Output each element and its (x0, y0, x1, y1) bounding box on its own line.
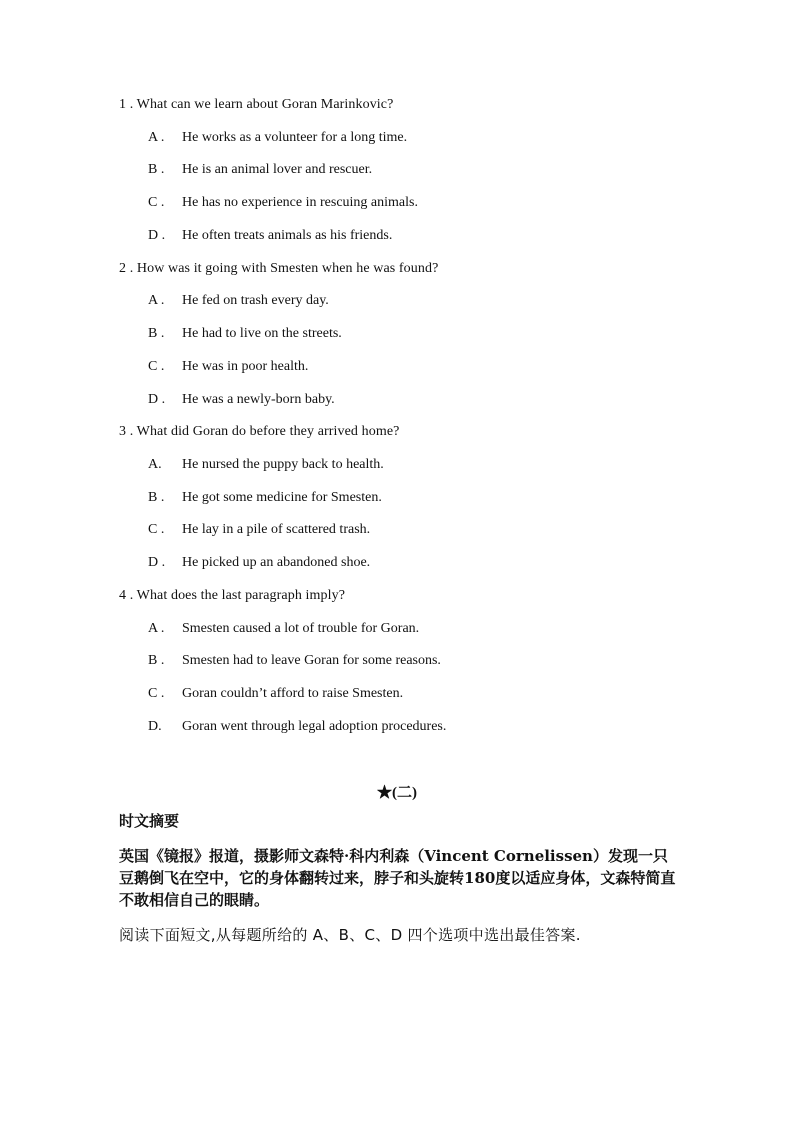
question-4-option-b (148, 653, 441, 669)
option-letter: C . (148, 359, 165, 374)
option-letter: D . (148, 555, 166, 570)
question-3-stem: 3 . What did Goran do before they arrived home? (119, 424, 400, 439)
option-letter: A . (148, 293, 165, 308)
question-1-option-a (148, 130, 407, 146)
option-letter: B . (148, 162, 165, 177)
option-text: He nursed the puppy back to health. (182, 457, 384, 472)
question-3-option-b (148, 490, 382, 506)
question-2-option-d (148, 392, 335, 408)
option-letter: B . (148, 653, 165, 668)
question-1-option-d (148, 228, 392, 244)
option-letter: A. (148, 457, 162, 472)
option-text: Smesten caused a lot of trouble for Goran. (182, 621, 420, 636)
option-text: He picked up an abandoned shoe. (182, 555, 371, 570)
option-text: He got some medicine for Smesten. (182, 490, 382, 505)
question-2-option-c (148, 359, 308, 375)
option-text: He was a newly-born baby. (182, 392, 335, 407)
option-letter: A . (148, 130, 165, 145)
option-text: Goran couldn’t afford to raise Smesten. (182, 686, 404, 701)
option-text: He works as a volunteer for a long time. (182, 130, 408, 145)
reading-instruction: 阅读下面短文,从每题所给的 A、B、C、D 四个选项中选出最佳答案. (119, 926, 581, 944)
news-summary: 英国《镜报》报道，摄影师文森特·科内利森（Vincent Cornelissen）发现一只豆鹅倒飞在空中，它的身体翻转过来，脖子和头旋转180度以适应身体，文森特简直不敢相信自己的眼睛。 (119, 847, 676, 909)
section-title: ★(二) (377, 785, 417, 801)
option-text: He fed on trash every day. (182, 293, 329, 308)
question-2-option-a (148, 293, 329, 309)
question-1-stem: 1 . What can we learn about Goran Marinkovic? (119, 97, 394, 112)
option-letter: B . (148, 490, 165, 505)
question-4-stem: 4 . What does the last paragraph imply? (119, 588, 346, 603)
question-2-stem: 2 . How was it going with Smesten when he was found? (119, 261, 439, 276)
question-3-option-c (148, 522, 370, 538)
question-1-option-c (148, 195, 418, 211)
option-text: Goran went through legal adoption procedures. (182, 719, 447, 734)
question-3-option-a (148, 457, 384, 473)
option-text: He has no experience in rescuing animals. (182, 195, 418, 210)
option-letter: D. (148, 719, 162, 734)
option-letter: A . (148, 621, 165, 636)
question-1-option-b (148, 162, 372, 178)
option-letter: D . (148, 228, 166, 243)
option-text: He was in poor health. (182, 359, 309, 374)
option-text: He had to live on the streets. (182, 326, 342, 341)
question-3-option-d (148, 555, 370, 571)
option-letter: B . (148, 326, 165, 341)
option-text: Smesten had to leave Goran for some reasons. (182, 653, 441, 668)
option-letter: C . (148, 195, 165, 210)
question-4-option-a (148, 621, 419, 637)
option-letter: C . (148, 686, 165, 701)
question-4-option-d (148, 719, 446, 735)
option-text: He is an animal lover and rescuer. (182, 162, 373, 177)
option-letter: C . (148, 522, 165, 537)
option-text: He lay in a pile of scattered trash. (182, 522, 371, 537)
question-4-option-c (148, 686, 403, 702)
option-letter: D . (148, 392, 166, 407)
question-2-option-b (148, 326, 342, 342)
section-heading: 时文摘要 (119, 812, 180, 830)
option-text: He often treats animals as his friends. (182, 228, 393, 243)
